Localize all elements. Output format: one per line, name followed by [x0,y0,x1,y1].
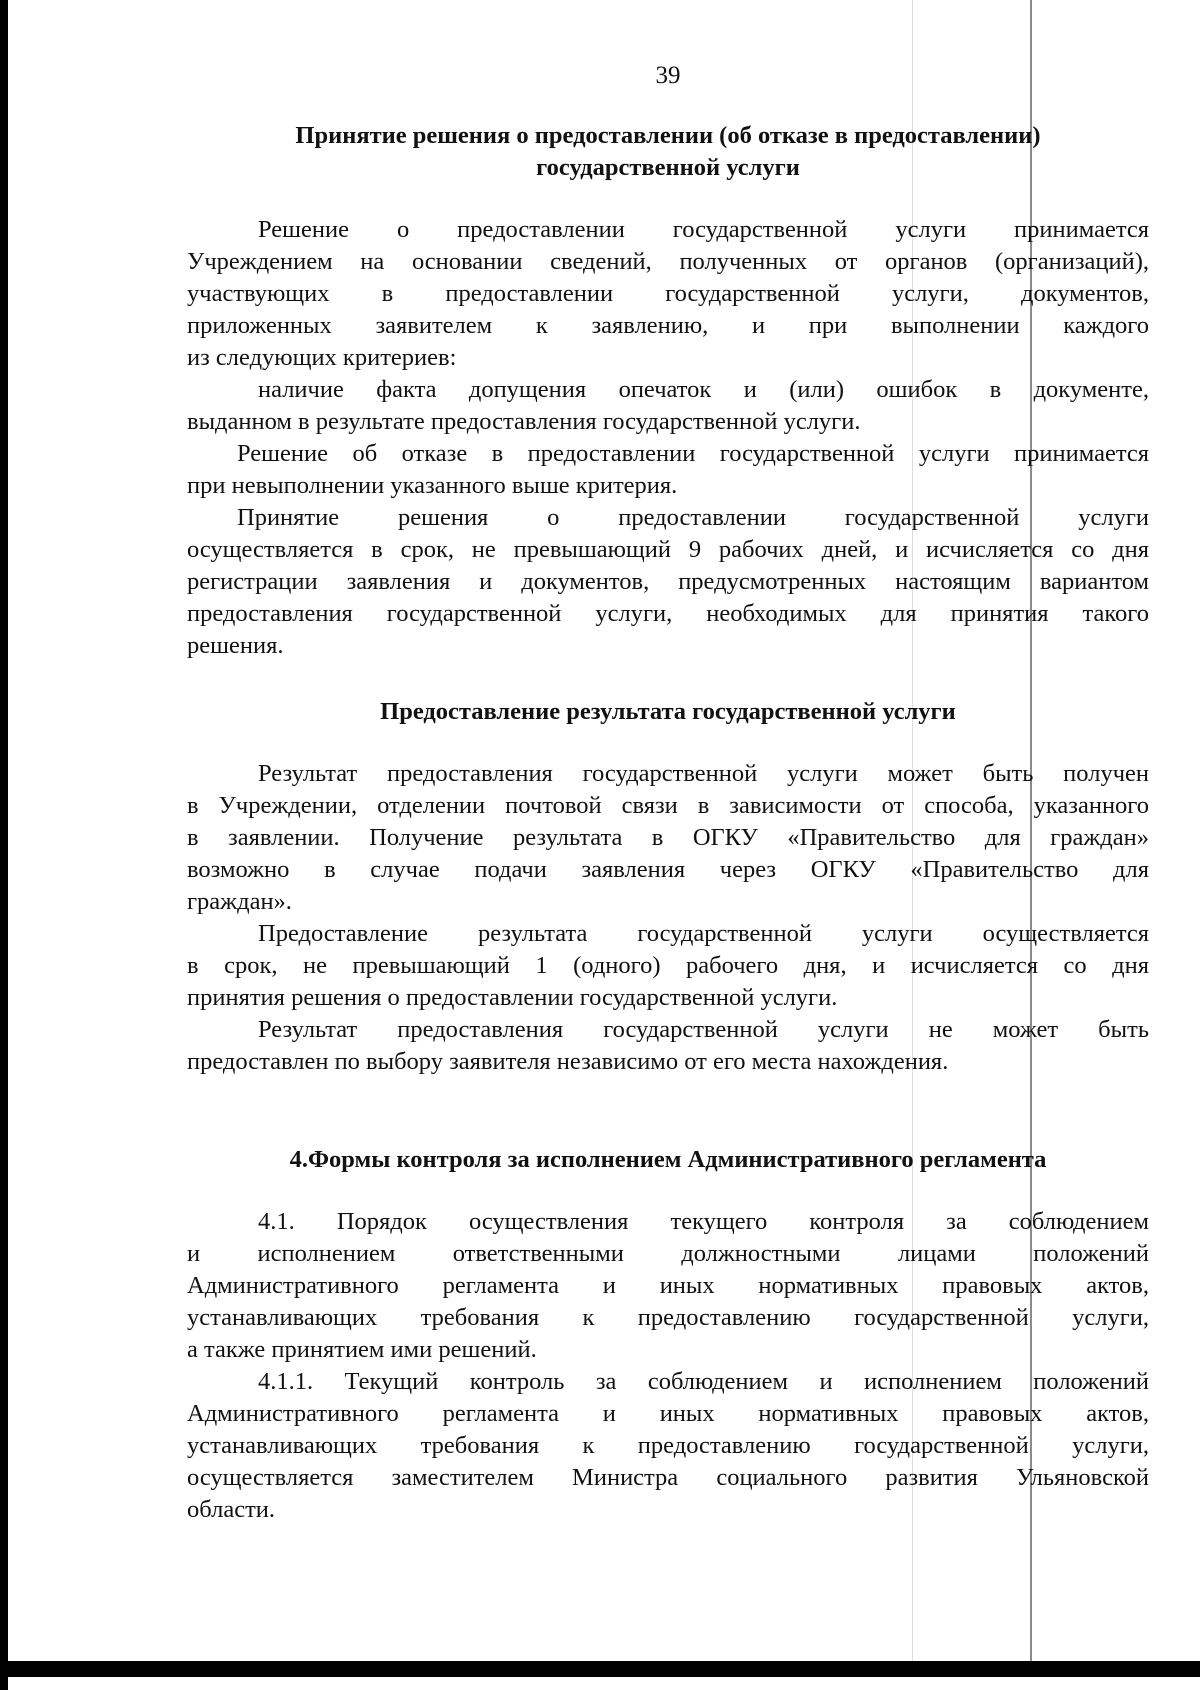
text-line: в Учреждении, отделении почтовой связи в зависимости от способа, указанного [187,792,1149,819]
paragraph-refusal [187,438,1149,502]
text-line: Административного регламента и иных нормативных правовых актов, [187,1272,1149,1299]
section-heading-control: 4.Формы контроля за исполнением Административного регламента [289,1146,1047,1173]
text-line: Предоставление результата государственной услуги осуществляется [258,920,1149,947]
text-line: решения. [187,632,284,659]
text-line: а также принятием ими решений. [187,1336,537,1363]
paragraph-decision-term [187,502,1149,662]
paragraph-control-procedure [187,1206,1149,1366]
section-heading-result: Предоставление результата государственной услуги [380,698,956,725]
scan-bottom-edge [0,1661,1200,1677]
document-content [187,60,1149,1526]
text-line: осуществляется заместителем Министра социального развития Ульяновской [187,1464,1149,1491]
text-line: Решение о предоставлении государственной услуги принимается [258,216,1149,243]
text-line: возможно в случае подачи заявления через ОГКУ «Правительство для [187,856,1149,883]
text-line: Решение об отказе в предоставлении государственной услуги принимается [237,440,1149,467]
paragraph-result-receipt [187,758,1149,918]
page-number: 39 [655,62,681,89]
text-line: наличие факта допущения опечаток и (или) ошибок в документе, [258,376,1149,403]
text-line: Результат предоставления государственной услуги может быть получен [258,760,1149,787]
paragraph-decision-basis [187,214,1149,374]
text-line: предоставлен по выбору заявителя независимо от его места нахождения. [187,1048,949,1075]
text-line: из следующих критериев: [187,344,457,371]
paragraph-current-control [187,1366,1149,1526]
text-line: предоставления государственной услуги, необходимых для принятия такого [187,600,1149,627]
text-line: Принятие решения о предоставлении государственной услуги [237,504,1149,531]
text-line: выданном в результате предоставления государственной услуги. [187,408,861,435]
text-line: участвующих в предоставлении государственной услуги, документов, [187,280,1149,307]
text-line: устанавливающих требования к предоставлению государственной услуги, [187,1432,1149,1459]
text-line: в заявлении. Получение результата в ОГКУ «Правительство для граждан» [187,824,1149,851]
paragraph-criterion [187,374,1149,438]
paragraph-result-term [187,918,1149,1014]
text-line: 4.1. Порядок осуществления текущего контроля за соблюдением [258,1208,1149,1235]
text-line: осуществляется в срок, не превышающий 9 рабочих дней, и исчисляется со дня [187,536,1149,563]
text-line: устанавливающих требования к предоставлению государственной услуги, [187,1304,1149,1331]
text-line: в срок, не превышающий 1 (одного) рабочего дня, и исчисляется со дня [187,952,1149,979]
text-line: области. [187,1496,276,1523]
text-line: и исполнением ответственными должностными лицами положений [187,1240,1149,1267]
section-heading-decision-line2: государственной услуги [536,154,800,181]
text-line: приложенных заявителем к заявлению, и при выполнении каждого [187,312,1149,339]
text-line: 4.1.1. Текущий контроль за соблюдением и исполнением положений [258,1368,1149,1395]
text-line: при невыполнении указанного выше критерия. [187,472,678,499]
scan-left-edge [0,0,8,1690]
text-line: Административного регламента и иных нормативных правовых актов, [187,1400,1149,1427]
section-heading-decision-line1: Принятие решения о предоставлении (об отказе в предоставлении) [295,122,1041,149]
text-line: граждан». [187,888,292,915]
text-line: Результат предоставления государственной услуги не может быть [258,1016,1149,1043]
paragraph-result-location [187,1014,1149,1078]
text-line: Учреждением на основании сведений, полученных от органов (организаций), [187,248,1149,275]
text-line: регистрации заявления и документов, предусмотренных настоящим вариантом [187,568,1149,595]
text-line: принятия решения о предоставлении государственной услуги. [187,984,838,1011]
